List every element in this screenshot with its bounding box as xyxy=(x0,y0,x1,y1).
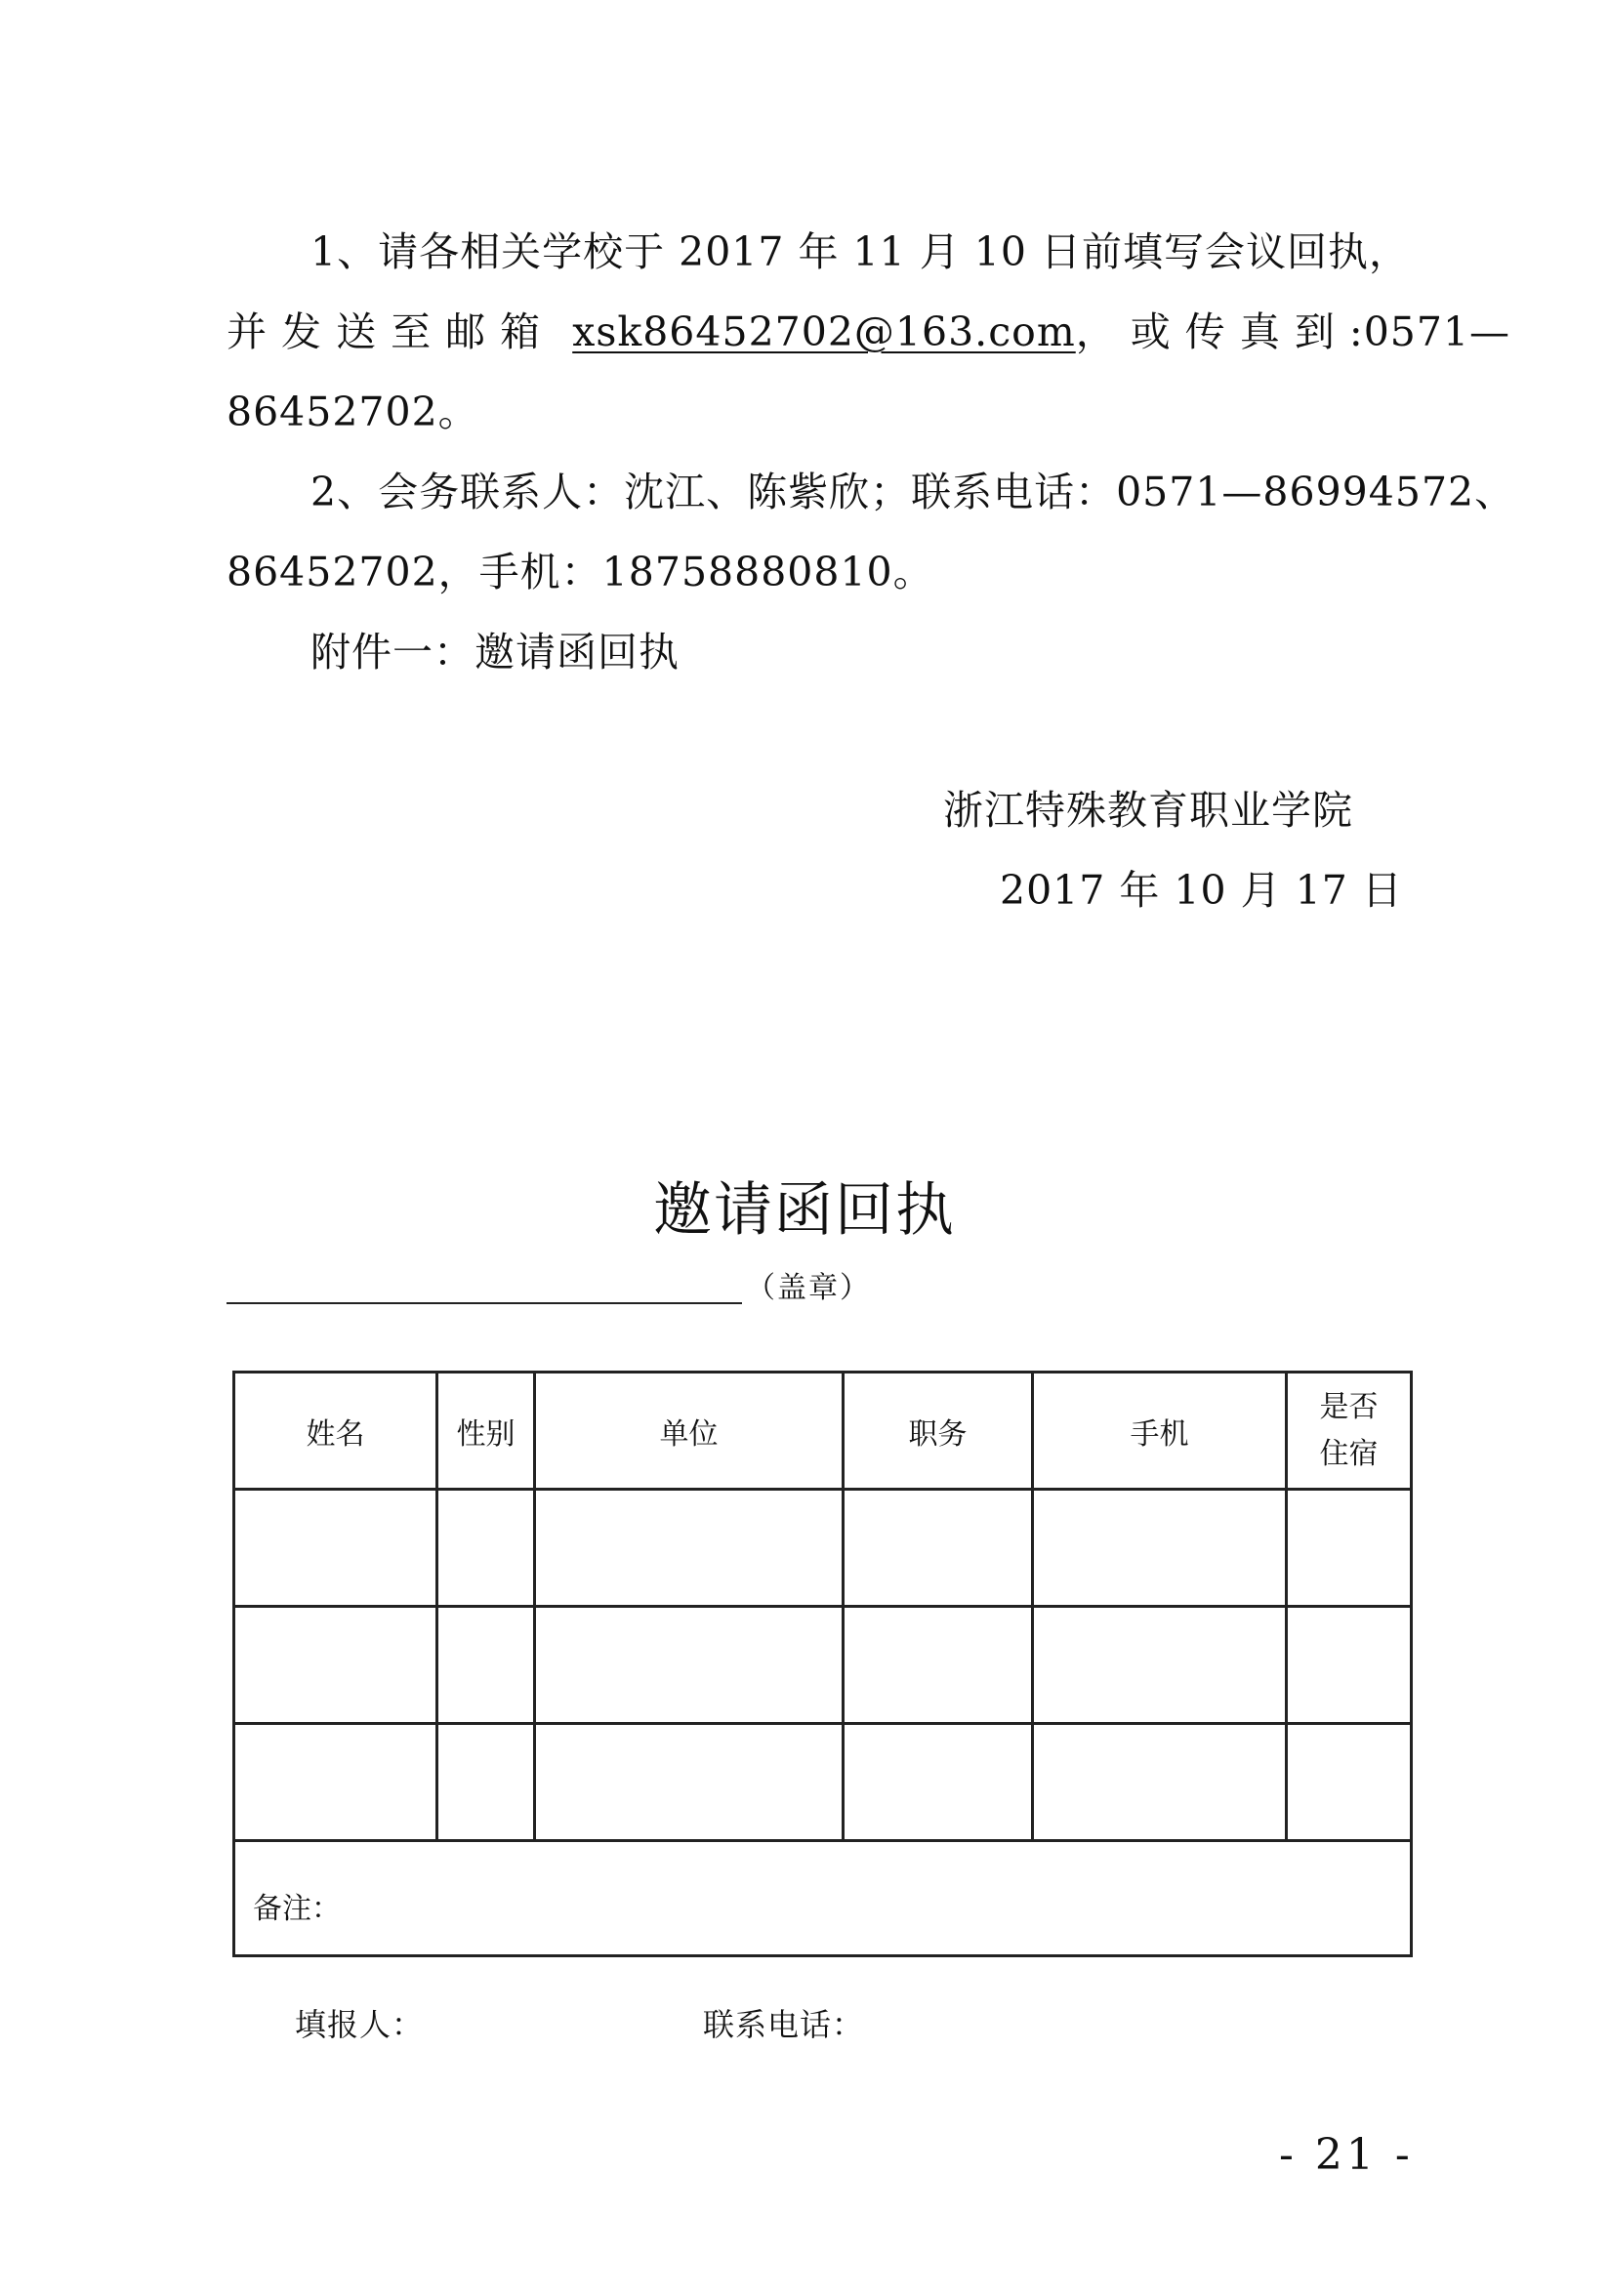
filler-label: 填报人： xyxy=(295,2006,425,2043)
note-item-1-line-1: 1、请各相关学校于 2017 年 11 月 10 日前填写会议回执， xyxy=(310,228,1410,275)
cell-unit[interactable] xyxy=(535,1724,844,1841)
note-item-1-line-3: 86452702。 xyxy=(227,389,479,435)
remarks-label: 备注： xyxy=(253,1891,341,1926)
stamp-label: （盖章） xyxy=(746,1271,871,1305)
cell-mobile[interactable] xyxy=(1033,1724,1287,1841)
note-item-1-line-2 xyxy=(227,303,1511,361)
header-position: 职务 xyxy=(844,1373,1033,1490)
cell-position[interactable] xyxy=(844,1607,1033,1724)
cell-name[interactable] xyxy=(234,1607,437,1724)
header-name: 姓名 xyxy=(234,1373,437,1490)
cell-unit[interactable] xyxy=(535,1607,844,1724)
cell-name[interactable] xyxy=(234,1724,437,1841)
cell-position[interactable] xyxy=(844,1724,1033,1841)
table-row xyxy=(234,1490,1412,1607)
reply-form-table xyxy=(232,1371,1413,1957)
cell-gender[interactable] xyxy=(437,1490,535,1607)
page-number: - 21 - xyxy=(1279,2130,1414,2180)
email-link[interactable]: xsk86452702@163.com xyxy=(572,308,1076,355)
header-lodging-line-2: 住宿 xyxy=(1319,1436,1379,1471)
note-item-2-line-1: 2、会务联系人：沈江、陈紫欣；联系电话：0571—86994572、 xyxy=(310,469,1516,515)
note-item-1-suffix: ， 或 传 真 到 :0571— xyxy=(1075,308,1511,355)
cell-mobile[interactable] xyxy=(1033,1607,1287,1724)
header-unit: 单位 xyxy=(535,1373,844,1490)
table-header-row xyxy=(234,1373,1412,1490)
header-lodging xyxy=(1287,1373,1412,1490)
header-gender: 性别 xyxy=(437,1373,535,1490)
unit-blank-line[interactable] xyxy=(227,1302,742,1304)
cell-name[interactable] xyxy=(234,1490,437,1607)
remarks-cell[interactable] xyxy=(234,1841,1412,1956)
cell-mobile[interactable] xyxy=(1033,1490,1287,1607)
cell-unit[interactable] xyxy=(535,1490,844,1607)
table-row xyxy=(234,1724,1412,1841)
remarks-row xyxy=(234,1841,1412,1956)
cell-lodging[interactable] xyxy=(1287,1490,1412,1607)
cell-lodging[interactable] xyxy=(1287,1607,1412,1724)
note-item-1-prefix: 并 发 送 至 邮 箱 xyxy=(227,308,542,355)
form-title: 邀请函回执 xyxy=(653,1176,956,1245)
table-row xyxy=(234,1607,1412,1724)
note-item-2-line-2: 86452702，手机：18758880810。 xyxy=(227,549,934,595)
cell-gender[interactable] xyxy=(437,1607,535,1724)
cell-gender[interactable] xyxy=(437,1724,535,1841)
cell-position[interactable] xyxy=(844,1490,1033,1607)
attachment-note: 附件一：邀请函回执 xyxy=(310,629,680,676)
signature-organization: 浙江特殊教育职业学院 xyxy=(943,787,1353,834)
contact-phone-label: 联系电话： xyxy=(703,2006,865,2043)
header-lodging-line-1: 是否 xyxy=(1319,1389,1379,1424)
cell-lodging[interactable] xyxy=(1287,1724,1412,1841)
signature-date: 2017 年 10 月 17 日 xyxy=(1000,867,1403,914)
header-mobile: 手机 xyxy=(1033,1373,1287,1490)
